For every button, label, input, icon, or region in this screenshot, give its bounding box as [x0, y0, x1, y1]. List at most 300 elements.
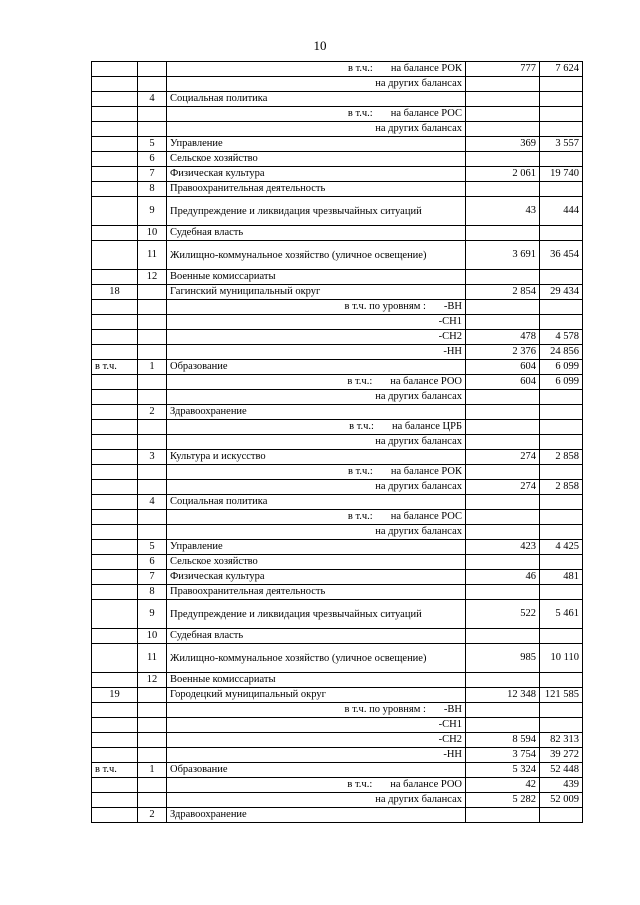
district-number: 18 — [92, 285, 138, 300]
sub-row-prefix: в т.ч.: — [347, 376, 373, 387]
value-1 — [466, 122, 540, 137]
value-2 — [540, 107, 583, 122]
value-1: 8 594 — [466, 733, 540, 748]
row-group-label — [92, 122, 138, 137]
value-2 — [540, 300, 583, 315]
value-1 — [466, 92, 540, 107]
row-group-label — [92, 300, 138, 315]
value-2 — [540, 525, 583, 540]
value-2: 4 425 — [540, 540, 583, 555]
row-group-label — [92, 197, 138, 226]
item-name: Предупреждение и ликвидация чрезвычайных ситуаций — [167, 600, 466, 629]
sub-row-label — [167, 330, 466, 345]
value-1 — [466, 152, 540, 167]
table-row — [92, 540, 583, 555]
table-row — [92, 360, 583, 375]
table-row — [92, 570, 583, 585]
value-2: 36 454 — [540, 241, 583, 270]
sub-row-text: на балансе РОК — [390, 466, 462, 477]
sub-row-text: -СН1 — [438, 316, 462, 327]
row-group-label — [92, 718, 138, 733]
value-1 — [466, 510, 540, 525]
table-row — [92, 152, 583, 167]
item-name: Физическая культура — [167, 570, 466, 585]
item-name: Военные комиссариаты — [167, 673, 466, 688]
sub-row-text: на других балансах — [375, 123, 462, 134]
item-number: 4 — [138, 92, 167, 107]
value-2: 7 624 — [540, 62, 583, 77]
sub-row-prefix: в т.ч. по уровням : — [344, 301, 426, 312]
sub-row-label — [167, 315, 466, 330]
row-group-label — [92, 733, 138, 748]
item-name: Здравоохранение — [167, 808, 466, 823]
item-name: Правоохранительная деятельность — [167, 182, 466, 197]
value-1: 2 376 — [466, 345, 540, 360]
sub-row-prefix: в т.ч. по уровням : — [344, 704, 426, 715]
value-1: 604 — [466, 360, 540, 375]
sub-row-prefix: в т.ч.: — [348, 466, 373, 477]
row-group-label — [92, 555, 138, 570]
sub-row-label — [167, 733, 466, 748]
value-2: 3 557 — [540, 137, 583, 152]
item-number — [138, 733, 167, 748]
sub-row-text: на других балансах — [375, 391, 462, 402]
item-number: 12 — [138, 673, 167, 688]
value-1 — [466, 673, 540, 688]
table-row — [92, 226, 583, 241]
row-group-label — [92, 644, 138, 673]
item-number: 1 — [138, 763, 167, 778]
value-1 — [466, 270, 540, 285]
table-row — [92, 167, 583, 182]
sub-row-label — [167, 435, 466, 450]
value-2 — [540, 182, 583, 197]
table-row — [92, 241, 583, 270]
item-number: 1 — [138, 360, 167, 375]
table-row — [92, 92, 583, 107]
item-number: 6 — [138, 152, 167, 167]
row-group-label — [92, 345, 138, 360]
value-2 — [540, 435, 583, 450]
item-name: Сельское хозяйство — [167, 555, 466, 570]
item-name: Образование — [167, 763, 466, 778]
value-1: 12 348 — [466, 688, 540, 703]
value-2 — [540, 420, 583, 435]
value-2 — [540, 718, 583, 733]
value-2: 4 578 — [540, 330, 583, 345]
item-number — [138, 435, 167, 450]
table-row — [92, 435, 583, 450]
value-1: 2 061 — [466, 167, 540, 182]
value-1 — [466, 226, 540, 241]
sub-row-text: на балансе ЦРБ — [391, 421, 462, 432]
value-2: 444 — [540, 197, 583, 226]
value-2: 39 272 — [540, 748, 583, 763]
row-group-label — [92, 450, 138, 465]
value-2 — [540, 390, 583, 405]
table-row — [92, 629, 583, 644]
row-group-label — [92, 390, 138, 405]
row-group-label: в т.ч. — [92, 360, 138, 375]
table-row — [92, 555, 583, 570]
value-1: 5 282 — [466, 793, 540, 808]
row-group-label — [92, 241, 138, 270]
table-row — [92, 345, 583, 360]
value-2: 5 461 — [540, 600, 583, 629]
item-name: Управление — [167, 540, 466, 555]
value-1: 423 — [466, 540, 540, 555]
item-number: 8 — [138, 182, 167, 197]
row-group-label — [92, 748, 138, 763]
sub-row-prefix: в т.ч.: — [347, 779, 373, 790]
sub-row-text: на других балансах — [375, 436, 462, 447]
value-1 — [466, 107, 540, 122]
item-number — [138, 62, 167, 77]
table-row — [92, 718, 583, 733]
item-number — [138, 778, 167, 793]
sub-row-label — [167, 345, 466, 360]
item-name: Физическая культура — [167, 167, 466, 182]
value-2 — [540, 152, 583, 167]
sub-row-label — [167, 525, 466, 540]
row-group-label — [92, 808, 138, 823]
value-1: 2 854 — [466, 285, 540, 300]
value-2 — [540, 77, 583, 92]
item-number: 10 — [138, 629, 167, 644]
item-name: Предупреждение и ликвидация чрезвычайных ситуаций — [167, 197, 466, 226]
table-row — [92, 793, 583, 808]
item-number — [138, 122, 167, 137]
value-1: 777 — [466, 62, 540, 77]
sub-row-text: -ВН — [443, 301, 462, 312]
value-2: 439 — [540, 778, 583, 793]
value-1: 42 — [466, 778, 540, 793]
row-group-label — [92, 420, 138, 435]
item-number — [138, 300, 167, 315]
table-row — [92, 182, 583, 197]
item-number: 2 — [138, 405, 167, 420]
item-name: Военные комиссариаты — [167, 270, 466, 285]
table-row — [92, 62, 583, 77]
sub-row-label — [167, 420, 466, 435]
item-number: 7 — [138, 570, 167, 585]
row-group-label — [92, 182, 138, 197]
value-2 — [540, 673, 583, 688]
table-row — [92, 778, 583, 793]
value-1: 43 — [466, 197, 540, 226]
sub-row-label — [167, 510, 466, 525]
value-1 — [466, 808, 540, 823]
table-row — [92, 420, 583, 435]
table-row — [92, 465, 583, 480]
item-name: Социальная политика — [167, 495, 466, 510]
table-row — [92, 300, 583, 315]
item-number — [138, 345, 167, 360]
value-1 — [466, 182, 540, 197]
row-group-label — [92, 480, 138, 495]
row-group-label — [92, 167, 138, 182]
row-group-label — [92, 629, 138, 644]
item-number: 10 — [138, 226, 167, 241]
sub-row-prefix: в т.ч.: — [347, 108, 373, 119]
value-1 — [466, 390, 540, 405]
item-number — [138, 793, 167, 808]
item-number: 9 — [138, 197, 167, 226]
row-group-label — [92, 435, 138, 450]
value-1: 369 — [466, 137, 540, 152]
table-row — [92, 315, 583, 330]
row-group-label — [92, 270, 138, 285]
value-2 — [540, 92, 583, 107]
sub-row-text: на балансе РОС — [390, 511, 462, 522]
sub-row-text: -СН1 — [438, 719, 462, 730]
sub-row-text: -СН2 — [438, 734, 462, 745]
table-row — [92, 748, 583, 763]
table-row — [92, 733, 583, 748]
table-row — [92, 644, 583, 673]
item-name: Культура и искусство — [167, 450, 466, 465]
item-number — [138, 390, 167, 405]
item-number: 3 — [138, 450, 167, 465]
sub-row-label — [167, 718, 466, 733]
row-group-label — [92, 375, 138, 390]
item-number: 12 — [138, 270, 167, 285]
table-row — [92, 390, 583, 405]
page-number: 10 — [313, 38, 327, 53]
item-number — [138, 420, 167, 435]
item-number — [138, 107, 167, 122]
table-row — [92, 585, 583, 600]
table-row — [92, 673, 583, 688]
value-1 — [466, 495, 540, 510]
value-1 — [466, 525, 540, 540]
item-number — [138, 285, 167, 300]
value-2: 6 099 — [540, 360, 583, 375]
table-row — [92, 197, 583, 226]
sub-row-text: на балансе РОС — [390, 108, 462, 119]
value-2 — [540, 465, 583, 480]
row-group-label — [92, 495, 138, 510]
sub-row-label — [167, 480, 466, 495]
sub-row-prefix: в т.ч.: — [347, 511, 373, 522]
row-group-label — [92, 226, 138, 241]
item-name: Управление — [167, 137, 466, 152]
value-2: 52 448 — [540, 763, 583, 778]
row-group-label — [92, 510, 138, 525]
row-group-label — [92, 137, 138, 152]
value-2 — [540, 585, 583, 600]
value-2 — [540, 510, 583, 525]
table-row — [92, 270, 583, 285]
item-number — [138, 718, 167, 733]
value-1: 985 — [466, 644, 540, 673]
item-name: Судебная власть — [167, 226, 466, 241]
value-2 — [540, 703, 583, 718]
value-1 — [466, 465, 540, 480]
value-1 — [466, 77, 540, 92]
sub-row-text: -ВН — [443, 704, 462, 715]
budget-table-body — [92, 62, 583, 823]
value-1 — [466, 435, 540, 450]
value-2 — [540, 495, 583, 510]
value-1 — [466, 300, 540, 315]
sub-row-label — [167, 122, 466, 137]
table-row — [92, 510, 583, 525]
sub-row-text: на других балансах — [375, 526, 462, 537]
sub-row-label — [167, 62, 466, 77]
row-group-label — [92, 703, 138, 718]
table-row — [92, 122, 583, 137]
item-name: Жилищно-коммунальное хозяйство (уличное освещение) — [167, 241, 466, 270]
value-1 — [466, 718, 540, 733]
sub-row-label — [167, 390, 466, 405]
sub-row-text: на балансе РОК — [390, 63, 462, 74]
value-1: 274 — [466, 450, 540, 465]
value-1: 5 324 — [466, 763, 540, 778]
item-number — [138, 480, 167, 495]
sub-row-prefix: в т.ч.: — [348, 63, 373, 74]
table-row — [92, 480, 583, 495]
value-2: 82 313 — [540, 733, 583, 748]
row-group-label — [92, 92, 138, 107]
value-2: 24 856 — [540, 345, 583, 360]
table-row — [92, 330, 583, 345]
sub-row-text: -СН2 — [438, 331, 462, 342]
table-row — [92, 688, 583, 703]
item-name: Жилищно-коммунальное хозяйство (уличное освещение) — [167, 644, 466, 673]
sub-row-text: на других балансах — [375, 78, 462, 89]
value-2: 121 585 — [540, 688, 583, 703]
sub-row-text: на других балансах — [375, 794, 462, 805]
item-number — [138, 688, 167, 703]
row-group-label — [92, 778, 138, 793]
item-name: Сельское хозяйство — [167, 152, 466, 167]
row-group-label — [92, 673, 138, 688]
item-name: Правоохранительная деятельность — [167, 585, 466, 600]
value-2: 29 434 — [540, 285, 583, 300]
item-number: 2 — [138, 808, 167, 823]
item-number — [138, 748, 167, 763]
item-number — [138, 315, 167, 330]
district-name: Гагинский муниципальный округ — [167, 285, 466, 300]
sub-row-text: на балансе РОО — [390, 376, 462, 387]
row-group-label — [92, 600, 138, 629]
row-group-label — [92, 330, 138, 345]
table-row — [92, 107, 583, 122]
item-number — [138, 703, 167, 718]
sub-row-label — [167, 107, 466, 122]
district-number: 19 — [92, 688, 138, 703]
value-2 — [540, 555, 583, 570]
row-group-label — [92, 525, 138, 540]
budget-table — [91, 61, 583, 823]
value-2 — [540, 808, 583, 823]
value-2: 2 858 — [540, 480, 583, 495]
item-number: 5 — [138, 137, 167, 152]
row-group-label — [92, 540, 138, 555]
sub-row-label — [167, 77, 466, 92]
value-2: 19 740 — [540, 167, 583, 182]
value-1: 522 — [466, 600, 540, 629]
row-group-label — [92, 62, 138, 77]
value-1: 46 — [466, 570, 540, 585]
item-number: 5 — [138, 540, 167, 555]
table-row — [92, 808, 583, 823]
item-number — [138, 465, 167, 480]
value-2: 52 009 — [540, 793, 583, 808]
row-group-label — [92, 315, 138, 330]
value-2 — [540, 122, 583, 137]
value-1 — [466, 315, 540, 330]
item-number — [138, 510, 167, 525]
table-row — [92, 137, 583, 152]
value-2 — [540, 270, 583, 285]
sub-row-text: -НН — [443, 749, 462, 760]
table-row — [92, 703, 583, 718]
item-name: Образование — [167, 360, 466, 375]
value-1 — [466, 555, 540, 570]
table-row — [92, 495, 583, 510]
sub-row-prefix: в т.ч.: — [349, 421, 374, 432]
value-2 — [540, 226, 583, 241]
value-1: 478 — [466, 330, 540, 345]
row-group-label — [92, 77, 138, 92]
value-2 — [540, 315, 583, 330]
item-number: 6 — [138, 555, 167, 570]
row-group-label — [92, 152, 138, 167]
table-row — [92, 450, 583, 465]
item-number — [138, 375, 167, 390]
value-2 — [540, 629, 583, 644]
value-2 — [540, 405, 583, 420]
item-number — [138, 525, 167, 540]
item-number — [138, 77, 167, 92]
table-row — [92, 405, 583, 420]
table-row — [92, 375, 583, 390]
sub-row-label — [167, 375, 466, 390]
row-group-label — [92, 107, 138, 122]
table-row — [92, 285, 583, 300]
sub-row-label — [167, 703, 466, 718]
row-group-label — [92, 405, 138, 420]
value-2: 481 — [540, 570, 583, 585]
value-2: 2 858 — [540, 450, 583, 465]
district-name: Городецкий муниципальный округ — [167, 688, 466, 703]
row-group-label — [92, 793, 138, 808]
row-group-label — [92, 465, 138, 480]
table-row — [92, 77, 583, 92]
value-1 — [466, 405, 540, 420]
sub-row-label — [167, 778, 466, 793]
item-name: Здравоохранение — [167, 405, 466, 420]
sub-row-text: -НН — [443, 346, 462, 357]
sub-row-text: на балансе РОО — [390, 779, 462, 790]
value-1 — [466, 420, 540, 435]
value-1: 274 — [466, 480, 540, 495]
item-name: Судебная власть — [167, 629, 466, 644]
sub-row-label — [167, 465, 466, 480]
row-group-label — [92, 570, 138, 585]
table-row — [92, 525, 583, 540]
table-row — [92, 600, 583, 629]
value-1: 3 754 — [466, 748, 540, 763]
value-2: 6 099 — [540, 375, 583, 390]
row-group-label: в т.ч. — [92, 763, 138, 778]
sub-row-text: на других балансах — [375, 481, 462, 492]
item-number: 4 — [138, 495, 167, 510]
value-1 — [466, 629, 540, 644]
item-number: 8 — [138, 585, 167, 600]
